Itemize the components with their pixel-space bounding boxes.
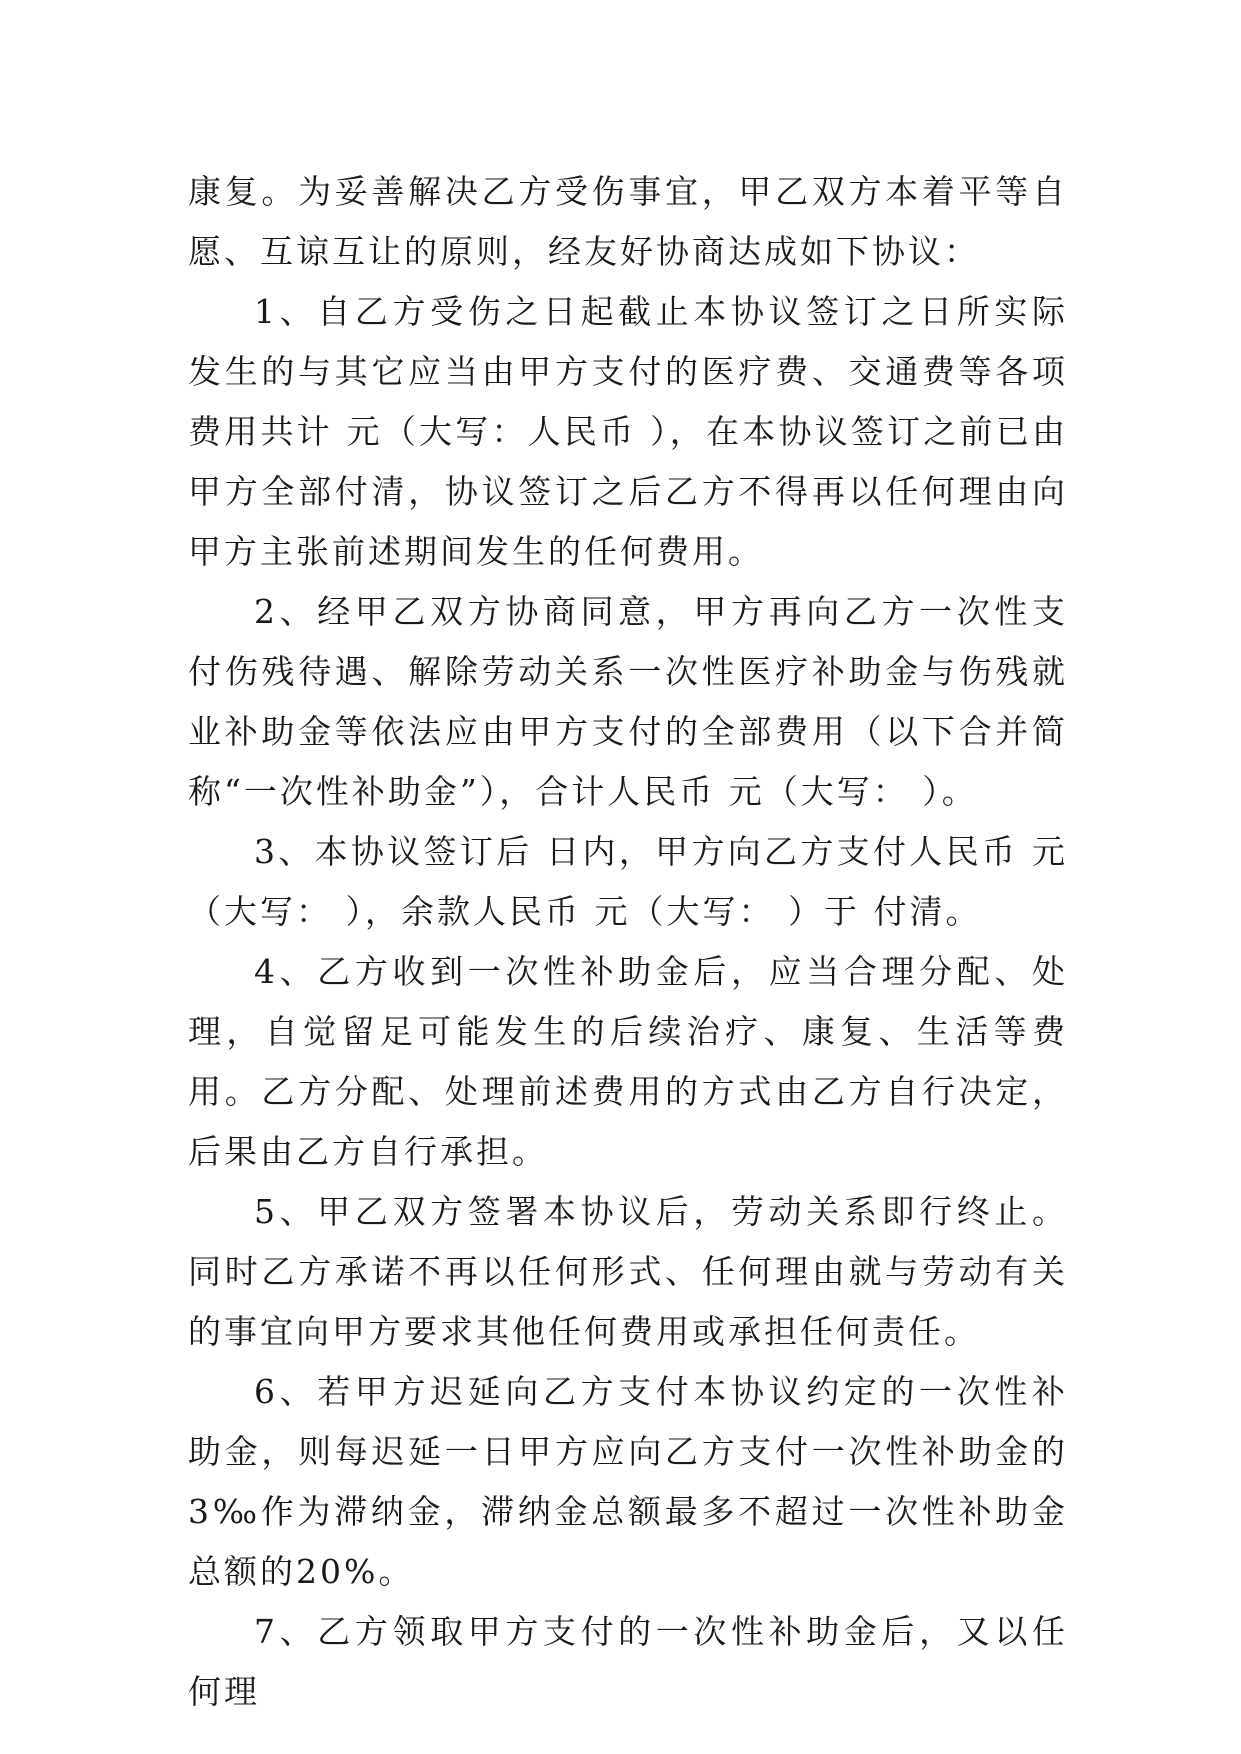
clause-5: 5、甲乙双方签署本协议后，劳动关系即行终止。同时乙方承诺不再以任何形式、任何理由就与劳动有关的事宜向甲方要求其他任何费用或承担任何责任。 xyxy=(188,1192,1068,1351)
document-body xyxy=(188,162,1068,1722)
clause-4: 4、乙方收到一次性补助金后，应当合理分配、处理，自觉留足可能发生的后续治疗、康复、生活等费用。乙方分配、处理前述费用的方式由乙方自行决定，后果由乙方自行承担。 xyxy=(188,952,1068,1171)
paragraph-intro-continuation: 康复。为妥善解决乙方受伤事宜，甲乙双方本着平等自愿、互谅互让的原则，经友好协商达成如下协议： xyxy=(188,172,1068,271)
clause-2: 2、经甲乙双方协商同意，甲方再向乙方一次性支付伤残待遇、解除劳动关系一次性医疗补助金与伤残就业补助金等依法应由甲方支付的全部费用（以下合并简称“一次性补助金”），合计人民币 元（大写： ）。 xyxy=(188,592,1068,811)
clause-3: 3、本协议签订后 日内，甲方向乙方支付人民币 元（大写： ），余款人民币 元（大写： ）于 付清。 xyxy=(188,832,1068,931)
clause-6: 6、若甲方迟延向乙方支付本协议约定的一次性补助金，则每迟延一日甲方应向乙方支付一次性补助金的3‰作为滞纳金，滞纳金总额最多不超过一次性补助金总额的20%。 xyxy=(188,1372,1068,1591)
clause-1: 1、自乙方受伤之日起截止本协议签订之日所实际发生的与其它应当由甲方支付的医疗费、交通费等各项费用共计 元（大写：人民币 ），在本协议签订之前已由甲方全部付清，协议签订之后乙方不得再以任何理由向甲方主张前述期间发生的任何费用。 xyxy=(188,292,1068,571)
clause-7: 7、乙方领取甲方支付的一次性补助金后，又以任何理 xyxy=(188,1612,1068,1711)
